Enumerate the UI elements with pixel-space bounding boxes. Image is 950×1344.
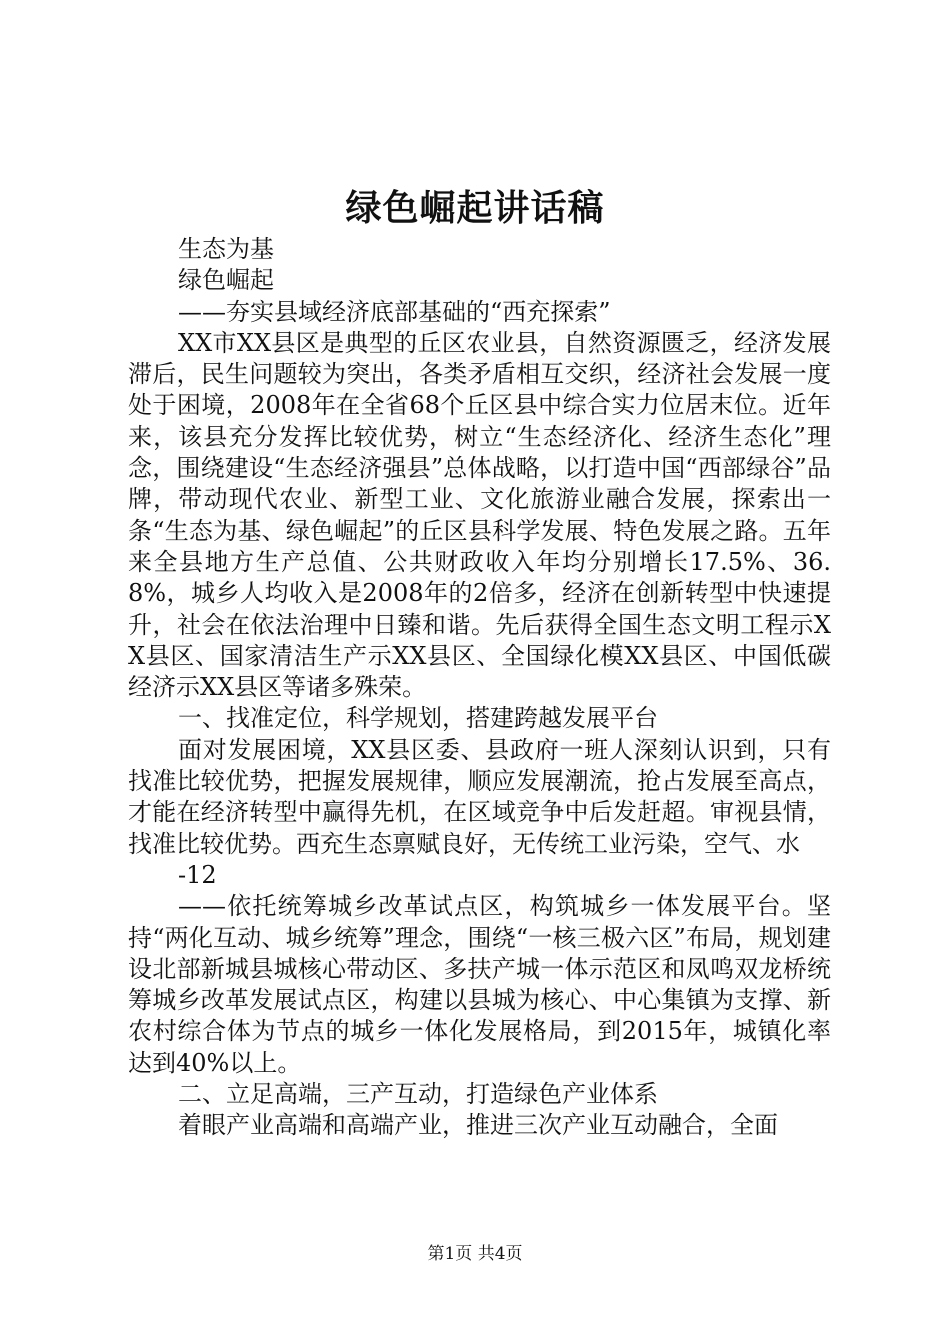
paragraph: ——依托统筹城乡改革试点区，构筑城乡一体发展平台。坚持“两化互动、城乡统筹”理念，围绕“一核三极六区”布局，规划建设北部新城县城核心带动区、多扶产城一体示范区和凤鸣双龙桥统筹城乡改革发展试点区，构建以县城为核心、中心集镇为支撑、新农村综合体为节点的城乡一体化发展格局，到2015年，城镇化率达到40%以上。 — [128, 892, 831, 1077]
page-footer: 第1页 共4页 — [427, 1244, 523, 1264]
document-body — [128, 234, 831, 1142]
section-heading: 一、找准定位，科学规划，搭建跨越发展平台 — [178, 704, 658, 733]
paragraph: XX市XX县区是典型的丘区农业县，自然资源匮乏，经济发展滞后，民生问题较为突出，各类矛盾相互交织，经济社会发展一度处于困境，2008年在全省68个丘区县中综合实力位居末位。近年来，该县充分发挥比较优势，树立“生态经济化、经济生态化”理念，围绕建设“生态经济强县”总体战略，以打造中国“西部绿谷”品牌，带动现代农业、新型工业、文化旅游业融合发展，探索出一条“生态为基、绿色崛起”的丘区县科学发展、特色发展之路。五年来全县地方生产总值、公共财政收入年均分别增长17.5%、36.8%，城乡人均收入是2008年的2倍多，经济在创新转型中快速提升，社会在依法治理中日臻和谐。先后获得全国生态文明工程示XX县区、国家清洁生产示XX县区、全国绿化模XX县区、中国低碳经济示XX县区等诸多殊荣。 — [128, 328, 831, 702]
paragraph: 面对发展困境，XX县区委、县政府一班人深刻认识到，只有找准比较优势，把握发展规律，顺应发展潮流，抢占发展至高点，才能在经济转型中赢得先机，在区域竞争中后发赶超。审视县情，找准比较优势。西充生态禀赋良好，无传统工业污染，空气、水 — [128, 735, 831, 858]
paragraph: 着眼产业高端和高端产业，推进三次产业互动融合，全面 — [178, 1111, 778, 1140]
paragraph: ——夯实县域经济底部基础的“西充探索” — [178, 297, 611, 326]
paragraph: 绿色崛起 — [178, 266, 274, 295]
section-heading: 二、立足高端，三产互动，打造绿色产业体系 — [178, 1080, 658, 1109]
paragraph: 生态为基 — [178, 235, 274, 263]
document-title: 绿色崛起讲话稿 — [345, 187, 605, 229]
paragraph: -12 — [178, 860, 217, 889]
